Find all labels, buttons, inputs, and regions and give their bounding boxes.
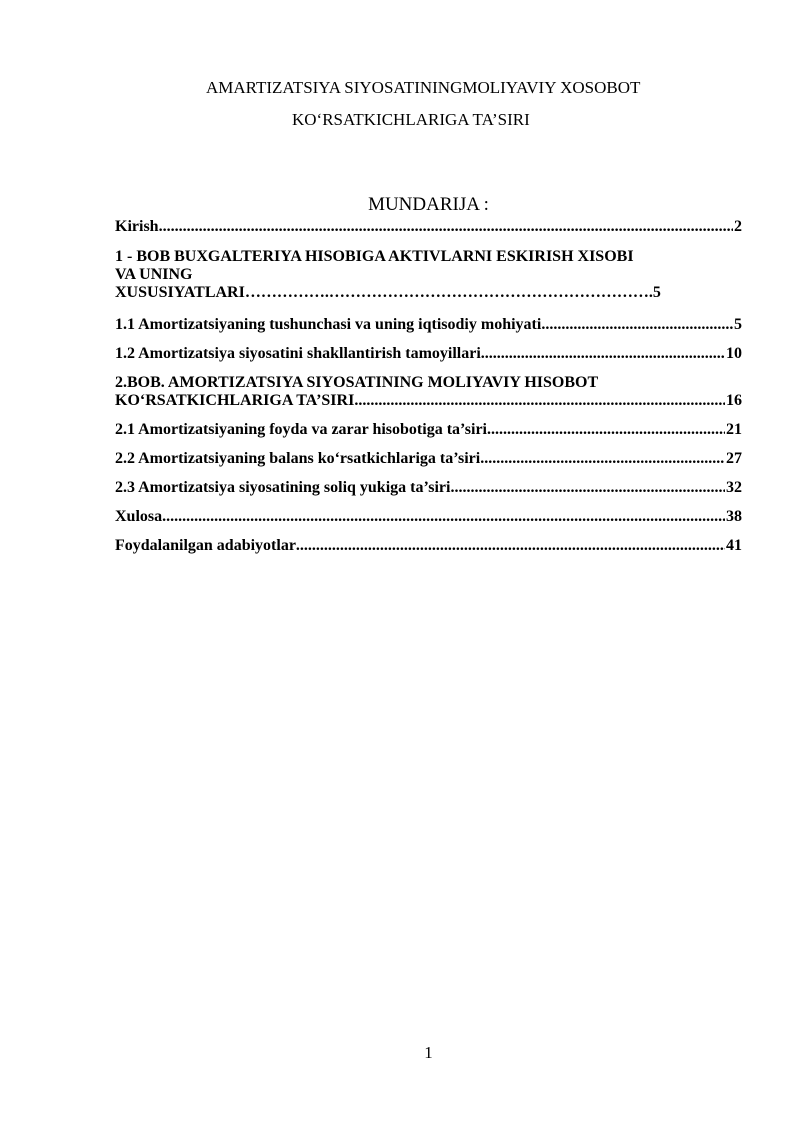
toc-entry-page: 5 (734, 316, 742, 333)
toc-entry-conclusion[interactable] (115, 508, 742, 526)
toc-dot-leader (354, 392, 725, 410)
toc-entry-label: 2.2 Amortizatsiyaning balans ko‘rsatkichlariga ta’siri (115, 450, 481, 467)
toc-entry-label: 1.2 Amortizatsiya siyosatini shakllantirish tamoyillari (115, 345, 481, 362)
toc-entry-label-line-3: XUSUSIYATLARI…………….…………………………………………………….5 (115, 284, 661, 301)
toc-entry-intro[interactable] (115, 218, 742, 236)
toc-entry-page: 38 (726, 508, 742, 525)
toc-dot-leader (480, 450, 725, 468)
toc-entry-label: 1.1 Amortizatsiyaning tushunchasi va uning iqtisodiy mohiyati (115, 316, 542, 333)
toc-entry-references[interactable] (115, 537, 742, 555)
toc-entry-section-1-2[interactable] (115, 345, 742, 363)
toc-entry-page: 32 (726, 479, 742, 496)
toc-entry-chapter-1[interactable] (115, 248, 742, 302)
toc-dot-leader (450, 479, 725, 497)
toc-entry-label: Xulosa (115, 508, 163, 525)
toc-entry-label: 2.1 Amortizatsiyaning foyda va zarar hisobotiga ta’siri (115, 421, 487, 438)
toc-entry-label-line-2: VA UNING (115, 266, 193, 283)
toc-entry-section-2-2[interactable] (115, 450, 742, 468)
table-of-contents (115, 218, 742, 555)
toc-entry-page: 21 (726, 421, 742, 438)
toc-entry-label: Foydalanilgan adabiyotlar (115, 537, 296, 554)
toc-entry-page: 41 (726, 537, 742, 554)
toc-entry-label-line-1: 2.BOB. AMORTIZATSIYA SIYOSATINING MOLIYAVIY HISOBOT (115, 374, 599, 391)
toc-entry-label: Kirish (115, 218, 159, 235)
toc-entry-section-1-1[interactable] (115, 316, 742, 334)
toc-entry-section-2-1[interactable] (115, 421, 742, 439)
toc-dot-leader (487, 421, 725, 439)
document-title-line-2: KO‘RSATKICHLARIGA TA’SIRI (292, 110, 530, 129)
toc-dot-leader (296, 537, 725, 555)
toc-entry-label: 2.3 Amortizatsiya siyosatining soliq yukiga ta’siri (115, 479, 451, 496)
toc-entry-chapter-2[interactable] (115, 374, 742, 410)
toc-heading: MUNDARIJA : (368, 194, 489, 215)
toc-entry-page: 10 (726, 345, 742, 362)
toc-dot-leader (541, 316, 733, 334)
toc-dot-leader (481, 345, 725, 363)
toc-entry-label-line-2: KO‘RSATKICHLARIGA TA’SIRI (115, 392, 355, 409)
toc-entry-section-2-3[interactable] (115, 479, 742, 497)
toc-entry-page: 16 (726, 392, 742, 409)
toc-entry-label-line-1: 1 - BOB BUXGALTERIYA HISOBIGA AKTIVLARNI ESKIRISH XISOBI (115, 248, 634, 265)
page-number: 1 (424, 1043, 433, 1062)
toc-dot-leader (159, 218, 733, 236)
toc-entry-last-line (115, 392, 742, 410)
toc-entry-page: 27 (726, 450, 742, 467)
document-title-line-1: AMARTIZATSIYA SIYOSATININGMOLIYAVIY XOSOBOT (206, 78, 641, 97)
toc-entry-page: 2 (734, 218, 742, 235)
toc-dot-leader (162, 508, 725, 526)
